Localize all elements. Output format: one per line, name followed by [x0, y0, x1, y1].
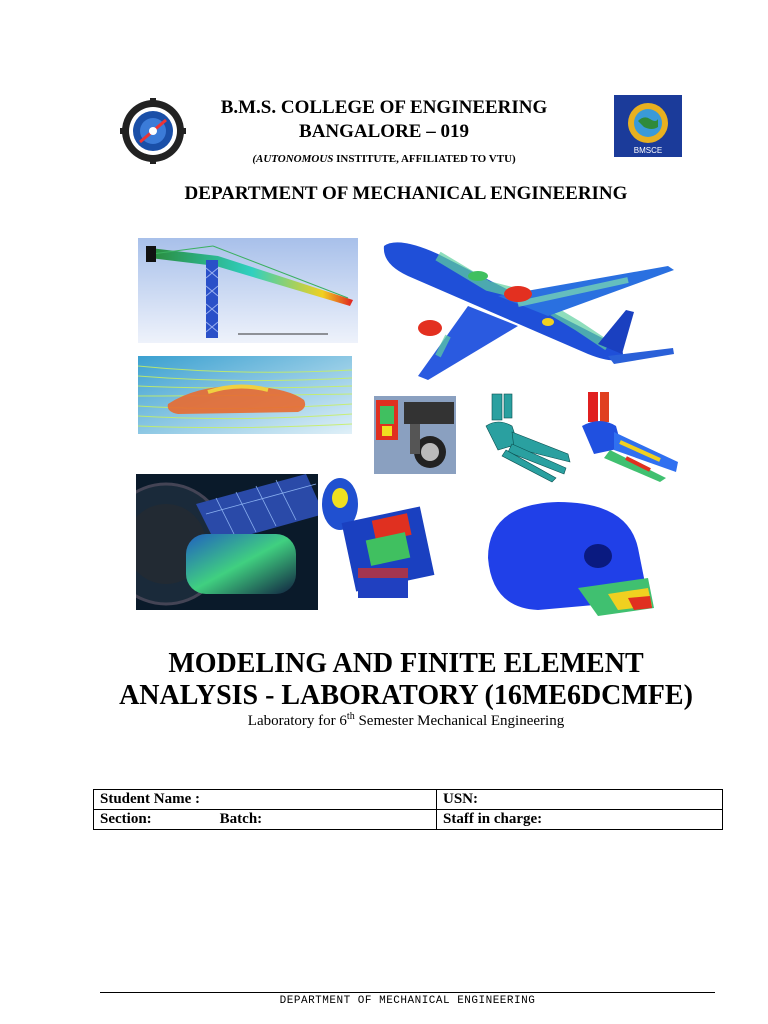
gear-icon: [374, 396, 456, 474]
staff-cell[interactable]: [437, 810, 723, 830]
title-line-1: MODELING AND FINITE ELEMENT: [168, 648, 644, 679]
image-joint-mesh: [318, 474, 440, 610]
image-aircraft: [378, 236, 678, 386]
image-skull: [478, 498, 664, 618]
usn-cell[interactable]: [437, 790, 723, 810]
crane-icon: [138, 238, 358, 343]
image-satellite: [136, 474, 324, 610]
satellite-icon: [136, 474, 324, 610]
autonomous-rest: INSTITUTE, AFFILIATED TO VTU): [333, 153, 516, 165]
student-info-table: [93, 789, 723, 830]
subtitle-sup: th: [346, 711, 355, 722]
usn-label: USN:: [443, 791, 479, 807]
college-heading: [0, 96, 768, 144]
department-heading: DEPARTMENT OF MECHANICAL ENGINEERING: [184, 183, 628, 204]
mesh-icon: [318, 474, 440, 610]
bmsce-logo-label: BMSCE: [633, 146, 663, 155]
subtitle-prefix: Laboratory for 6: [247, 713, 347, 729]
document-subtitle: [0, 711, 768, 730]
airplane-icon: [378, 236, 678, 386]
autonomous-italic: (AUTONOMOUS: [252, 153, 334, 165]
foot-icon: [580, 392, 684, 484]
image-car-cfd: [138, 356, 352, 434]
autonomous-note: [0, 153, 768, 165]
skull-icon: [478, 498, 664, 618]
image-foot-mesh: [478, 392, 578, 484]
subtitle-suffix: Semester Mechanical Engineering: [354, 713, 565, 729]
batch-label: Batch:: [219, 811, 263, 827]
student-name-cell[interactable]: [94, 790, 437, 810]
image-tower-crane: [138, 238, 358, 343]
staff-label: Staff in charge:: [443, 811, 543, 827]
section-label: Section:: [100, 811, 152, 827]
title-line-2: ANALYSIS - LABORATORY (16ME6DCMFE): [119, 680, 693, 711]
section-batch-cell[interactable]: [94, 810, 437, 830]
student-name-label: Student Name :: [100, 791, 200, 807]
document-title: [0, 648, 768, 712]
foot-icon: [478, 392, 578, 484]
college-city: BANGALORE – 019: [299, 121, 469, 142]
image-foot-stress: [580, 392, 684, 484]
car-icon: [138, 356, 352, 434]
table-row: [94, 790, 723, 810]
footer-divider: [100, 992, 715, 993]
college-name: B.M.S. COLLEGE OF ENGINEERING: [220, 97, 548, 118]
image-machine-part: [374, 396, 456, 474]
table-row: [94, 810, 723, 830]
footer-text: DEPARTMENT OF MECHANICAL ENGINEERING: [279, 995, 536, 1007]
